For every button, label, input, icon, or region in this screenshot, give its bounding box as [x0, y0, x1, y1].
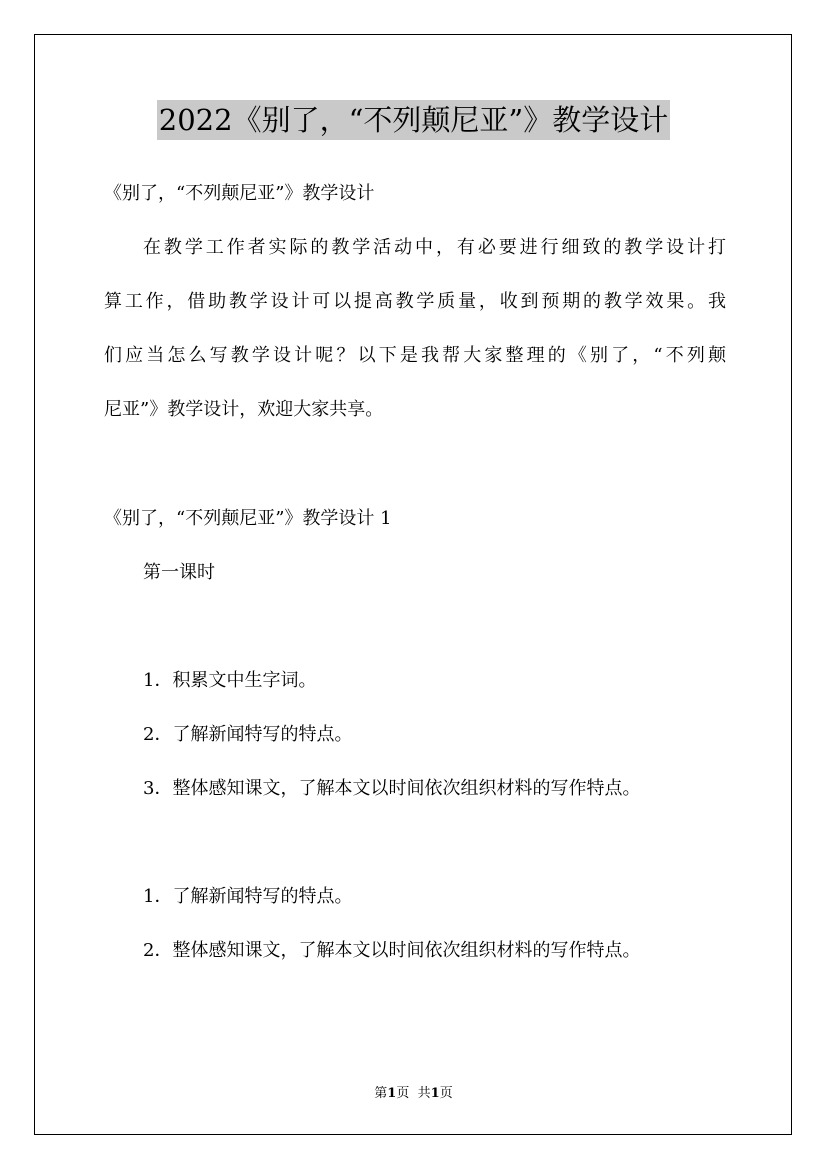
document-title: 2022《别了，“不列颠尼亚”》教学设计 — [157, 100, 670, 140]
page-footer — [0, 1086, 827, 1102]
list-item: 2．整体感知课文，了解本文以时间依次组织材料的写作特点。 — [143, 940, 641, 961]
title-container — [0, 100, 827, 140]
footer-page-prefix: 第 — [374, 1086, 388, 1101]
intro-line-2: 算工作，借助教学设计可以提高教学质量，收到预期的教学效果。我 — [104, 291, 726, 312]
footer-total-prefix: 共 — [417, 1086, 431, 1101]
footer-page-number: 1 — [387, 1086, 397, 1101]
list-item: 1．了解新闻特写的特点。 — [143, 886, 353, 907]
list-item: 2．了解新闻特写的特点。 — [143, 724, 353, 745]
footer-page-suffix: 页 — [396, 1086, 410, 1101]
section-heading: 《别了，“不列颠尼亚”》教学设计 1 — [104, 508, 392, 529]
intro-line-1: 在教学工作者实际的教学活动中，有必要进行细致的教学设计打 — [143, 237, 726, 258]
footer-total-number: 1 — [430, 1086, 440, 1101]
lesson-label: 第一课时 — [143, 562, 215, 583]
list-item: 3．整体感知课文，了解本文以时间依次组织材料的写作特点。 — [143, 778, 641, 799]
intro-line-4: 尼亚”》教学设计，欢迎大家共享。 — [104, 399, 384, 420]
intro-line-3: 们应当怎么写教学设计呢？以下是我帮大家整理的《别了，“不列颠 — [104, 345, 726, 366]
list-item: 1．积累文中生字词。 — [143, 670, 317, 691]
document-subtitle: 《别了，“不列颠尼亚”》教学设计 — [104, 183, 375, 204]
footer-total-suffix: 页 — [439, 1086, 453, 1101]
